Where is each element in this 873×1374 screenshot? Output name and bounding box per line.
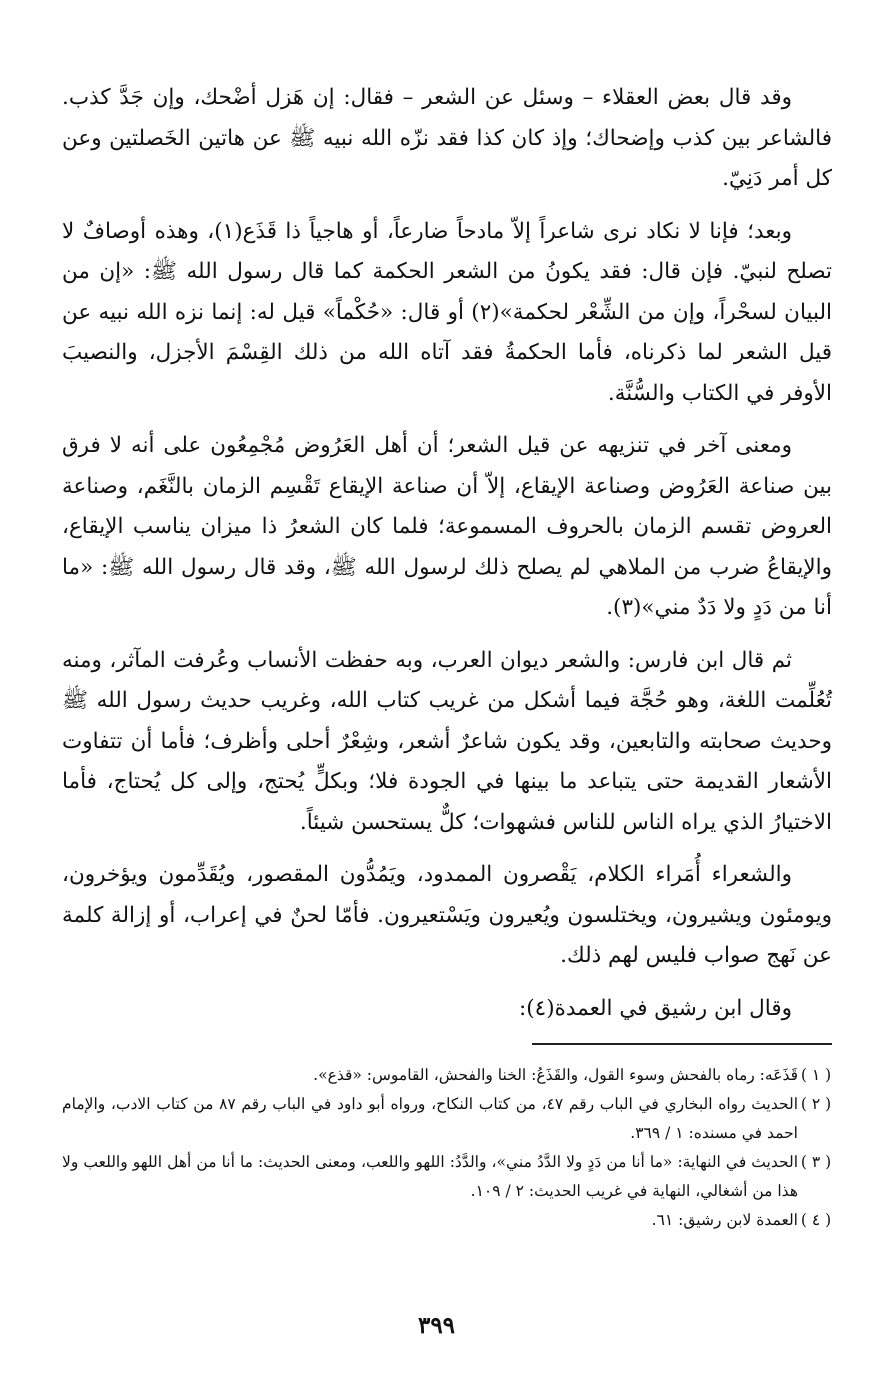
footnote <box>62 1090 832 1148</box>
footnote <box>62 1148 832 1206</box>
page-body <box>62 78 832 1235</box>
footnote-text: قَذَعَه: رماه بالفحش وسوء القول، والقَذَعُ: الخنا والفحش، القاموس: «قذع». <box>313 1066 798 1084</box>
body-paragraph: وقال ابن رشيق في العمدة(٤): <box>519 995 792 1021</box>
footnote-number: ( ٤ ) <box>800 1211 832 1229</box>
footnote-text: الحديث في النهاية: «ما أنا من دَدٍ ولا الدَّدُ مني»، والدَّدُ: اللهو واللعب، ومعنى الحديث: ما أنا من أهل اللهو واللعب ولا هذا من أشغالي، النهاية في غريب الحديث: ٢ / ١٠٩. <box>62 1153 798 1200</box>
footnote-number: ( ١ ) <box>800 1066 832 1084</box>
footnote-number: ( ٢ ) <box>800 1095 832 1113</box>
footnote-separator <box>532 1043 832 1045</box>
body-paragraph: والشعراء أُمَراء الكلام، يَقْصرون الممدود، ويَمُدُّون المقصور، ويُقَدِّمون ويؤخرون، ويومئون ويشيرون، ويختلسون ويُعيرون ويَسْتعيرون. فأمّا لحنٌ في إعراب، أو إزالة كلمة عن نَهج صواب فليس لهم ذلك. <box>62 862 832 968</box>
page-number: ٣٩٩ <box>417 1312 456 1339</box>
footnotes <box>62 1061 832 1235</box>
body-paragraph: ثم قال ابن فارس: والشعر ديوان العرب، وبه حفظت الأنساب وعُرفت المآثر، ومنه تُعُلِّمت اللغة، وهو حُجَّة فيما أشكل من غريب كتاب الله، وغريب حديث رسول الله ﷺ وحديث صحابته والتابعين، وقد يكون شاعرٌ أشعر، وشِعْرٌ أحلى وأظرف؛ فأما أن تتفاوت الأشعار القديمة حتى يتباعد ما بينها في الجودة فلا؛ وبكلٍّ يُحتج، وإلى كل يُحتاج، فأما الاختيارُ الذي يراه الناس للناس فشهوات؛ كلٌّ يستحسن شيئاً. <box>62 647 832 835</box>
footnote <box>62 1061 832 1090</box>
body-paragraph: وقد قال بعض العقلاء – وسئل عن الشعر – فقال: إن هَزل أضْحك، وإن جَدَّ كذب. فالشاعر بين كذب وإضحاك؛ وإذ كان كذا فقد نزّه الله نبيه ﷺ عن هاتين الخَصلتين وعن كل أمر دَنِيّ. <box>62 85 832 191</box>
footnote-number: ( ٣ ) <box>800 1153 832 1171</box>
footnote-text: العمدة لابن رشيق: ٦١. <box>651 1211 798 1229</box>
footnote-text: الحديث رواه البخاري في الباب رقم ٤٧، من كتاب النكاح، ورواه أبو داود في الباب رقم ٨٧ من كتاب الادب، والإمام احمد في مسنده: ١ / ٣٦٩. <box>62 1095 798 1142</box>
body-paragraph: ومعنى آخر في تنزيهه عن قيل الشعر؛ أن أهل العَرُوض مُجْمِعُون على أنه لا فرق بين صناعة العَرُوض وصناعة الإيقاع، إلاّ أن صناعة الإيقاع تَقْسِم الزمان بالنَّغَم، وصناعة العروض تقسم الزمان بالحروف المسموعة؛ فلما كان الشعرُ ذا ميزان يناسب الإيقاع، والإيقاعُ ضرب من الملاهي لم يصلح ذلك لرسول الله ﷺ، وقد قال رسول الله ﷺ: «ما أنا من دَدٍ ولا دَدٌ مني»(٣). <box>62 433 832 620</box>
footnote <box>62 1206 832 1235</box>
body-paragraph: وبعد؛ فإنا لا نكاد نرى شاعراً إلاّ مادحاً ضارعاً، أو هاجياً ذا قَذَع(١)، وهذه أوصافٌ لا تصلح لنبيّ. فإن قال: فقد يكونُ من الشعر الحكمة كما قال رسول الله ﷺ: «إن من البيان لسحْراً، وإن من الشِّعْر لحكمة»(٢) أو قال: «حُكْماً» قيل له: إنما نزه الله نبيه عن قيل الشعر لما ذكرناه، فأما الحكمةُ فقد آتاه الله من ذلك القِسْمَ الأجزل، والنصيبَ الأوفر في الكتاب والسُّنَّة. <box>62 218 833 406</box>
